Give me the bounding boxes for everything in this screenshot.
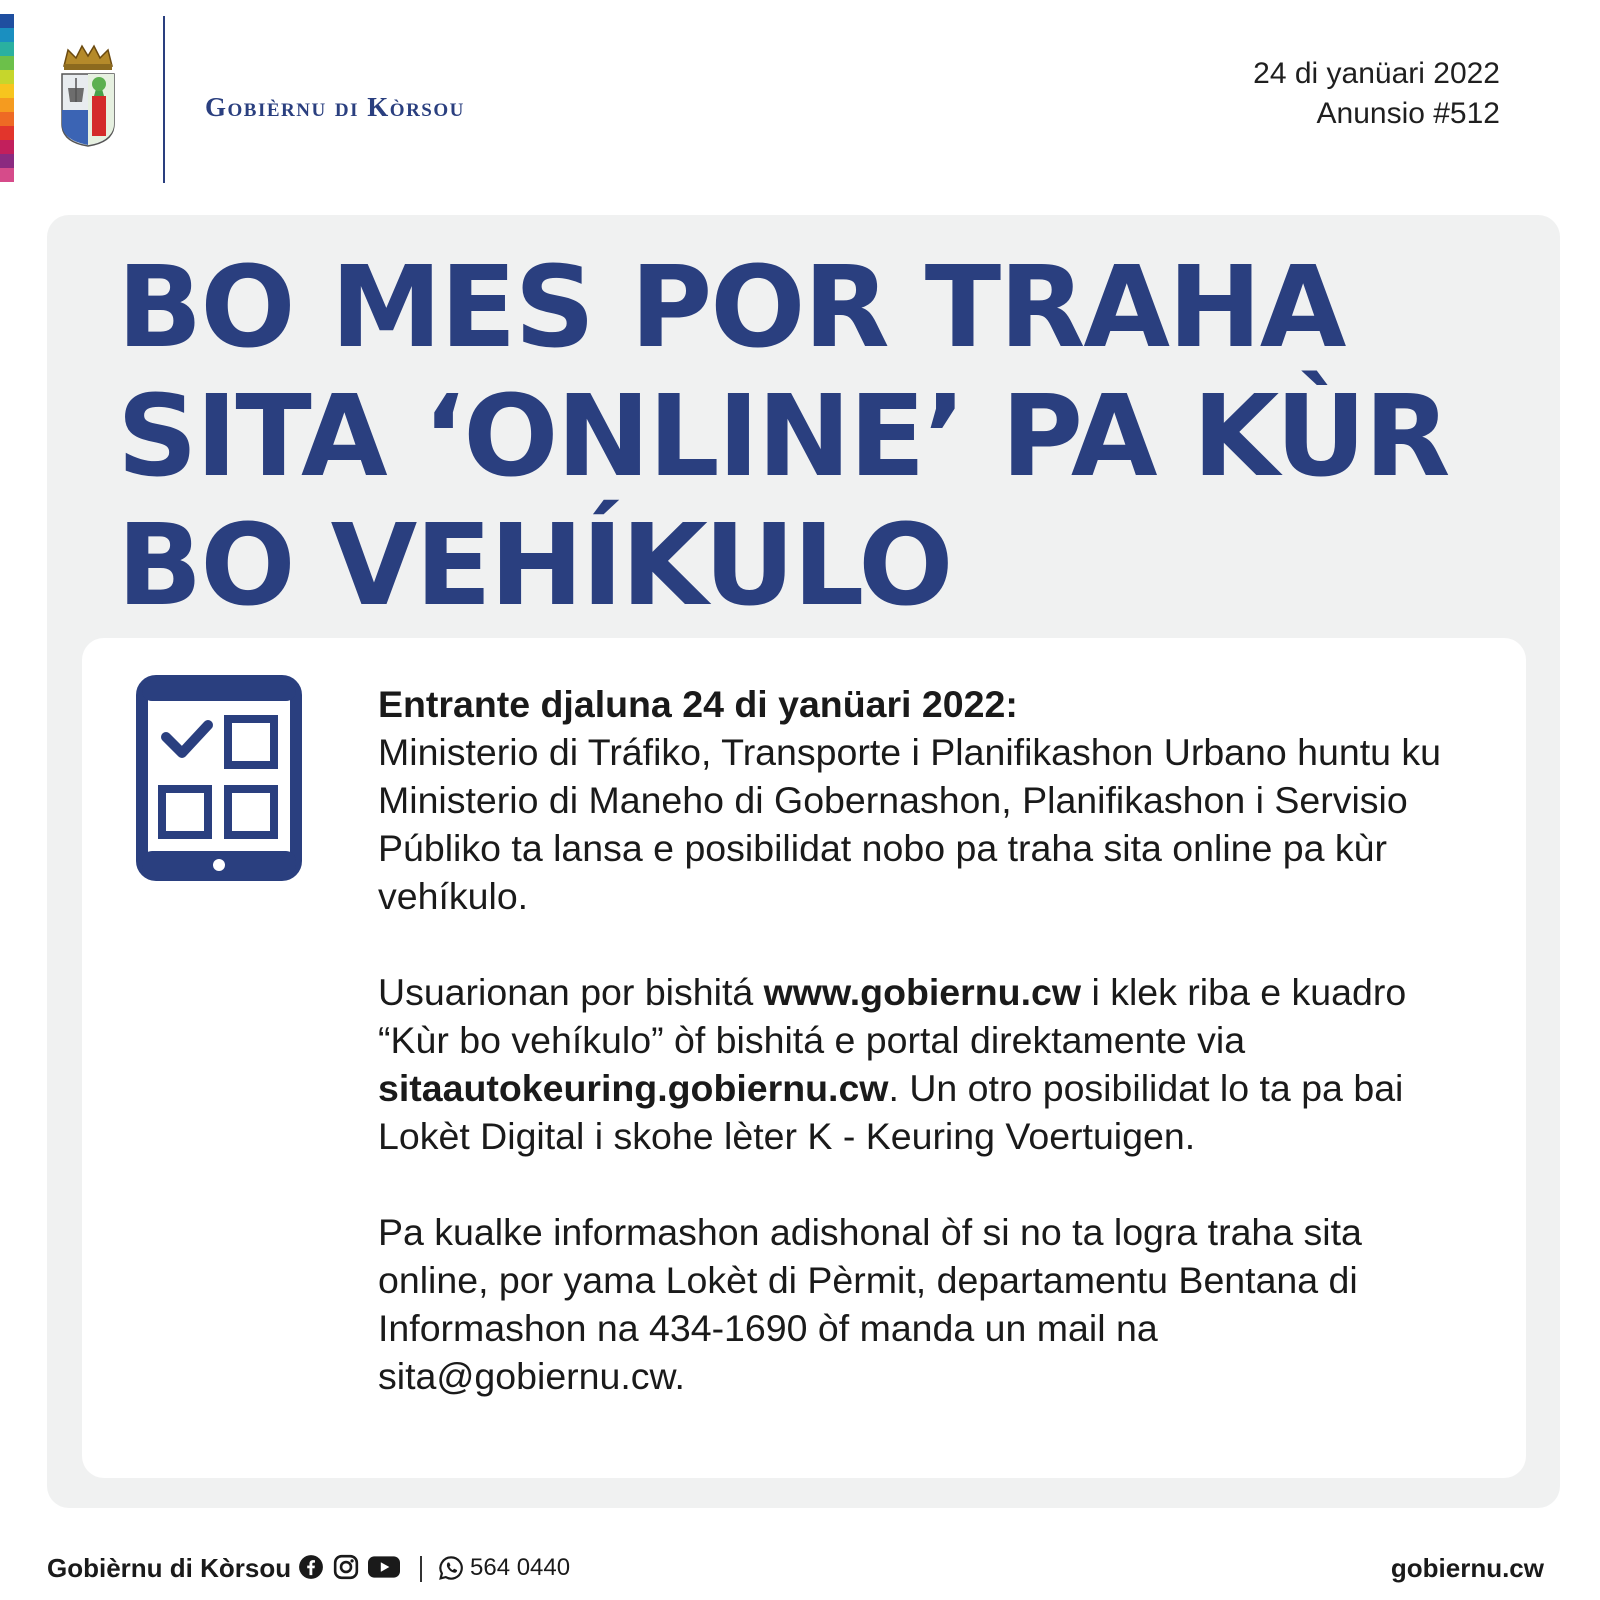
footer-separator xyxy=(420,1556,422,1582)
headline-line-1: BO MES POR TRAHA xyxy=(117,243,1345,373)
youtube-icon[interactable] xyxy=(368,1554,400,1580)
coat-of-arms-icon xyxy=(56,44,120,148)
paragraph-2 xyxy=(378,968,1468,1160)
footer xyxy=(0,1548,1600,1596)
paragraph-2-text-b: i klek riba e kuadro “Kùr bo vehíkulo” òf bishitá e portal direktamente via xyxy=(378,971,1407,1061)
paragraph-1 xyxy=(378,680,1468,920)
paragraph-2-text-a: Usuarionan por bishitá xyxy=(378,971,764,1013)
footer-brand: Gobièrnu di Kòrsou xyxy=(47,1553,292,1583)
portal-link[interactable]: sitaautokeuring.gobiernu.cw xyxy=(378,1067,889,1109)
instagram-icon[interactable] xyxy=(333,1554,359,1580)
website-link[interactable]: www.gobiernu.cw xyxy=(763,971,1082,1013)
announcement-number: Anunsio #512 xyxy=(1316,97,1500,130)
facebook-icon[interactable] xyxy=(298,1554,324,1580)
org-name: Gobièrnu di Kòrsou xyxy=(205,92,465,122)
social-links xyxy=(298,1554,400,1580)
paragraph-2-text-c: . Un otro posibilidat lo ta pa bai Lokèt Digital i skohe lèter K - Keuring Voertuigen. xyxy=(378,1067,1404,1157)
paragraph-3 xyxy=(378,1208,1468,1400)
headline-line-2: SITA ‘ONLINE’ PA KÙR xyxy=(117,372,1449,502)
brand-color-strip xyxy=(0,14,14,182)
announcement-body xyxy=(378,680,1468,1448)
footer-url[interactable]: gobiernu.cw xyxy=(1390,1553,1544,1583)
tablet-checklist-icon xyxy=(136,675,302,881)
header-divider xyxy=(163,16,165,183)
announcement-meta xyxy=(1253,54,1500,134)
whatsapp-icon[interactable] xyxy=(438,1555,464,1581)
headline-line-3: BO VEHÍKULO xyxy=(117,501,952,631)
headline xyxy=(117,244,1449,631)
footer-phone: 564 0440 xyxy=(470,1554,571,1581)
announcement-date: 24 di yanüari 2022 xyxy=(1253,57,1500,90)
paragraph-3-text: Pa kualke informashon adishonal òf si no ta logra traha sita online, por yama Lokèt di Pèrmit, departamentu Bentana di Informashon na 434-1690 òf manda un mail na sita@gobiernu.cw. xyxy=(378,1211,1362,1397)
paragraph-1-text: Ministerio di Tráfiko, Transporte i Planifikashon Urbano huntu ku Ministerio di Maneho di Gobernashon, Planifikashon i Servisio Públiko ta lansa e posibilidat nobo pa traha sita online pa kùr vehíkulo. xyxy=(378,731,1442,917)
effective-date-heading: Entrante djaluna 24 di yanüari 2022: xyxy=(378,683,1018,725)
